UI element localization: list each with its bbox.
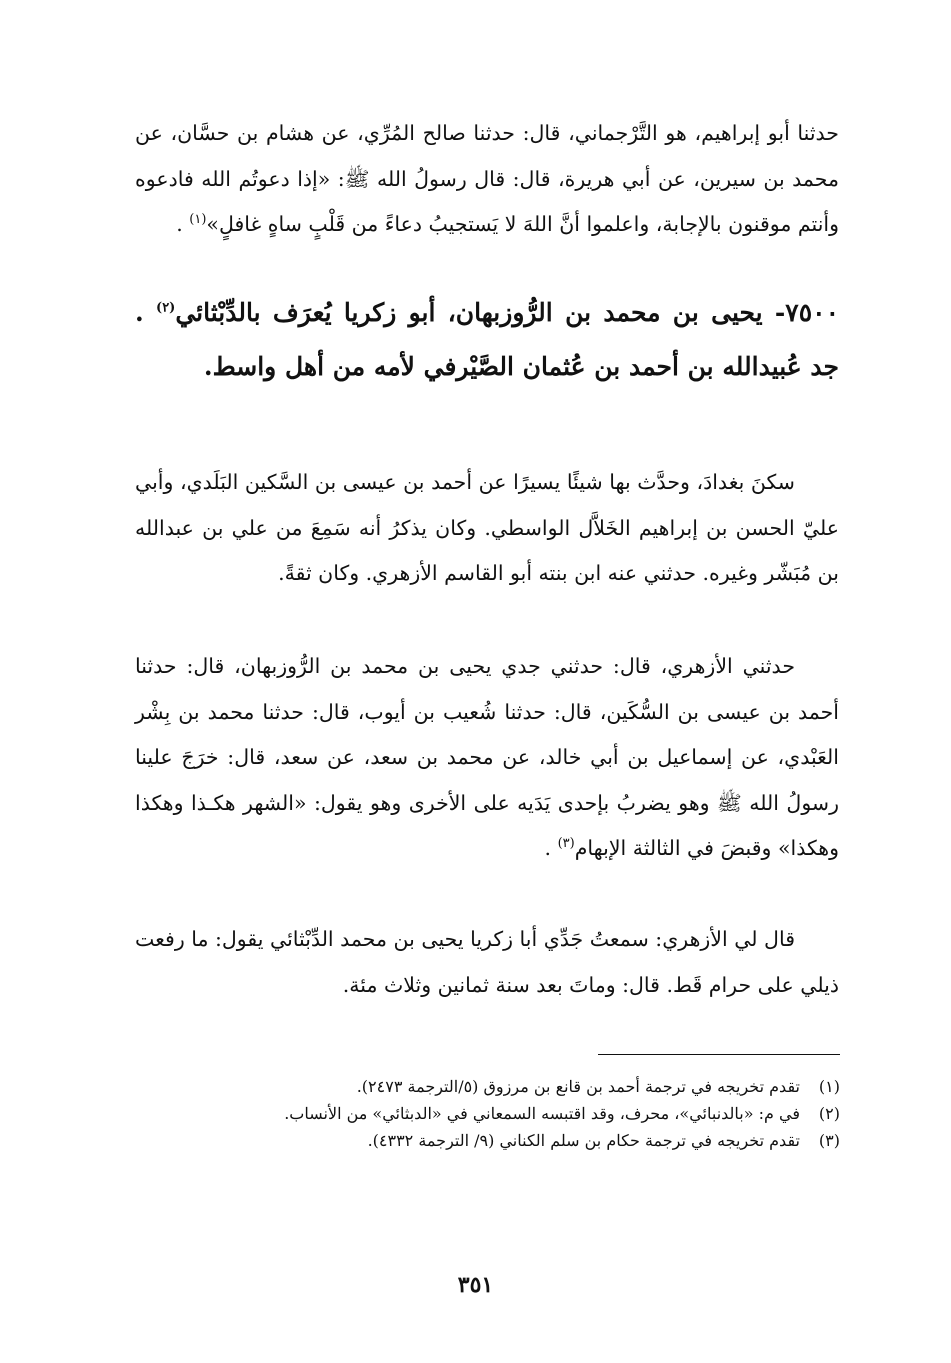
paragraph-death: [135, 917, 839, 1008]
entry-title: ٧٥٠٠- يحيى بن محمد بن الرُّوزبهان، أبو زكريا يُعرَف بالدِّبْثائي: [175, 298, 839, 327]
page-number: ٣٥١: [457, 1272, 494, 1298]
footnote-text: تقدم تخريجه في ترجمة حكام بن سلم الكناني (٩/ الترجمة ٤٣٣٢).: [367, 1131, 800, 1150]
footnote-ref-3: (٣): [557, 836, 575, 852]
footnote-number: (١): [818, 1077, 840, 1096]
paragraph-hadith-1: [135, 111, 839, 248]
footnote-text: تقدم تخريجه في ترجمة أحمد بن قانع بن مرزوق (٥/الترجمة ٢٤٧٣).: [356, 1077, 800, 1096]
paragraph-tail: .: [176, 212, 190, 236]
entry-title-tail: . جد عُبيدالله بن أحمد بن عُثمان الصَّيْرفي لأمه من أهل واسط.: [135, 298, 839, 381]
paragraph-tail: .: [544, 836, 558, 860]
paragraph-hadith-2: [135, 644, 839, 872]
footnote-number: (٢): [818, 1104, 840, 1123]
footnote-divider: [598, 1054, 840, 1055]
paragraph-text: قال لي الأزهري: سمعتُ جَدِّي أبا زكريا يحيى بن محمد الدِّبْثائي يقول: ما رفعت ذيلي على حرام قَط. قال: وماتَ بعد سنة ثمانين وثلاث مئة.: [135, 927, 839, 997]
footnote-3: [180, 1127, 840, 1154]
paragraph-text: حدثني الأزهري، قال: حدثني جدي يحيى بن محمد بن الرُّوزبهان، قال: حدثنا أحمد بن عيسى بن السُّكَين، قال: حدثنا شُعيب بن أيوب، قال: حدثنا محمد بن بِشْر العَبْدي، عن إسماعيل بن أبي خالد، عن محمد بن سعد، عن سعد، قال: خرَجَ علينا رسولُ الله ﷺ وهو يضربُ بإحدى يَدَيه على الأخرى وهو يقول: «الشهر هكـذا وهكذا وهكذا» وقبضَ في الثالثة الإبهام: [135, 654, 839, 860]
footnote-ref-2: (٢): [156, 300, 176, 316]
footnotes: [180, 1073, 840, 1154]
footnote-2: [180, 1100, 840, 1127]
paragraph-text: سكنَ بغدادَ، وحدَّث بها شيئًا يسيرًا عن أحمد بن عيسى بن السَّكين البَلَدي، وأبي عليّ الحسن بن إبراهيم الخَلاَّل الواسطي. وكان يذكرُ أنه سَمِعَ من علي بن عبدالله بن مُبَشّر وغيره. حدثني عنه ابن بنته أبو القاسم الأزهري. وكان ثقةً.: [135, 470, 839, 585]
paragraph-biography: [135, 460, 839, 597]
paragraph-text: حدثنا أبو إبراهيم، هو التَّرْجماني، قال: حدثنا صالح المُرِّي، عن هشام بن حسَّان، عن محمد بن سيرين، عن أبي هريرة، قال: قال رسولُ الله ﷺ: «إذا دعوتُم الله فادعوه وأنتم موقنون بالإجابة، واعلموا أنَّ اللهَ لا يَستجيبُ دعاءً من قَلْبٍ ساهٍ غافلٍ»: [135, 121, 839, 236]
footnote-text: في م: «بالدنبائي»، محرف، وقد اقتبسه السمعاني في «الدبثائي» من الأنساب.: [284, 1104, 800, 1123]
footnote-number: (٣): [818, 1131, 840, 1150]
footnote-ref-1: (١): [189, 212, 207, 228]
footnote-1: [180, 1073, 840, 1100]
entry-heading: [135, 286, 839, 394]
